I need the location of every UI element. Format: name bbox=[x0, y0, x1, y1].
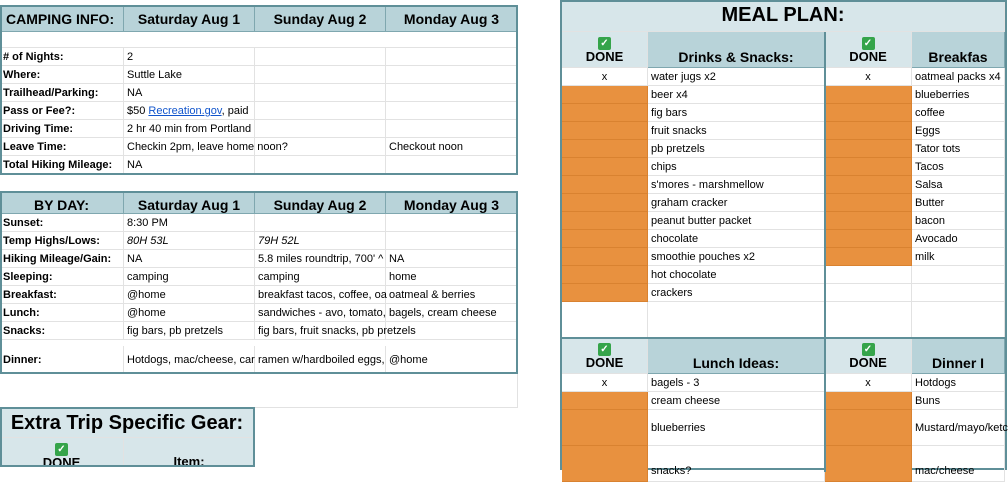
breakfast-item[interactable] bbox=[912, 284, 1005, 302]
camping-row-label[interactable]: Total Hiking Mileage: bbox=[0, 156, 124, 174]
by-day-sat-cell[interactable]: Hotdogs, mac/cheese, car bbox=[124, 346, 255, 374]
empty-cell[interactable] bbox=[562, 302, 648, 338]
by-day-row-label[interactable]: Sunset: bbox=[0, 214, 124, 232]
drinks-done-cell[interactable] bbox=[562, 104, 648, 122]
camping-sun-cell[interactable] bbox=[255, 120, 386, 138]
breakfast-item[interactable]: blueberries bbox=[912, 86, 1005, 104]
pass-fee-cell[interactable] bbox=[124, 102, 255, 120]
empty-row[interactable] bbox=[0, 32, 518, 48]
camping-day-header[interactable]: Monday Aug 3 bbox=[386, 6, 518, 32]
lunch-item[interactable]: cream cheese bbox=[648, 392, 825, 410]
dinner-item[interactable]: Buns bbox=[912, 392, 1005, 410]
by-day-sun-cell[interactable]: fig bars, fruit snacks, pb pretzels bbox=[255, 322, 386, 340]
breakfast-done-cell[interactable] bbox=[825, 140, 912, 158]
drinks-done-cell[interactable] bbox=[562, 212, 648, 230]
breakfast-done-cell[interactable] bbox=[825, 158, 912, 176]
lunch-item[interactable]: snacks? bbox=[648, 446, 825, 482]
by-day-sat-cell[interactable]: NA bbox=[124, 250, 255, 268]
breakfast-item[interactable]: Tator tots bbox=[912, 140, 1005, 158]
by-day-mon-cell[interactable]: home bbox=[386, 268, 518, 286]
done-header[interactable] bbox=[825, 32, 912, 68]
done-header[interactable] bbox=[562, 338, 648, 374]
by-day-day-header[interactable]: Saturday Aug 1 bbox=[124, 192, 255, 214]
by-day-sat-cell[interactable]: 80H 53L bbox=[124, 232, 255, 250]
checkmark-icon: ✓ bbox=[598, 37, 611, 50]
done-label: DONE bbox=[849, 355, 887, 370]
breakfast-item[interactable]: coffee bbox=[912, 104, 1005, 122]
camping-row-label[interactable]: Where: bbox=[0, 66, 124, 84]
drinks-item[interactable]: fruit snacks bbox=[648, 122, 825, 140]
camping-mon-cell[interactable]: Checkout noon bbox=[386, 138, 518, 156]
lunch-done-cell[interactable] bbox=[562, 392, 648, 410]
recreation-gov-link[interactable]: Recreation.gov bbox=[148, 105, 222, 117]
breakfast-done-cell[interactable] bbox=[825, 122, 912, 140]
checkmark-icon: ✓ bbox=[862, 37, 875, 50]
breakfast-item[interactable] bbox=[912, 266, 1005, 284]
camping-row-label[interactable]: Driving Time: bbox=[0, 120, 124, 138]
drinks-item[interactable]: chips bbox=[648, 158, 825, 176]
gear-item-header[interactable] bbox=[124, 438, 255, 469]
dinner-header[interactable]: Dinner I bbox=[912, 338, 1005, 374]
camping-info-header[interactable]: CAMPING INFO: bbox=[0, 6, 124, 32]
camping-mon-cell[interactable] bbox=[386, 66, 518, 84]
camping-mon-cell[interactable] bbox=[386, 48, 518, 66]
lunch-item[interactable]: bagels - 3 bbox=[648, 374, 825, 392]
drinks-done-cell[interactable] bbox=[562, 176, 648, 194]
breakfast-done-cell[interactable] bbox=[825, 266, 912, 284]
drinks-snacks-header[interactable]: Drinks & Snacks: bbox=[648, 32, 825, 68]
done-header[interactable] bbox=[562, 32, 648, 68]
camping-mon-cell[interactable] bbox=[386, 84, 518, 102]
drinks-done-cell[interactable] bbox=[562, 284, 648, 302]
camping-sun-cell[interactable] bbox=[255, 48, 386, 66]
camping-sat-cell[interactable]: Suttle Lake bbox=[124, 66, 255, 84]
breakfast-item[interactable]: oatmeal packs x4 bbox=[912, 68, 1005, 86]
dinner-done-cell[interactable] bbox=[825, 410, 912, 446]
camping-sat-cell[interactable]: 2 hr 40 min from Portland bbox=[124, 120, 255, 138]
breakfast-item[interactable]: Avocado bbox=[912, 230, 1005, 248]
by-day-mon-cell[interactable]: NA bbox=[386, 250, 518, 268]
by-day-sat-cell[interactable]: 8:30 PM bbox=[124, 214, 255, 232]
drinks-done-cell[interactable] bbox=[562, 230, 648, 248]
item-label: Item: bbox=[173, 454, 205, 469]
lunch-done-cell[interactable] bbox=[562, 446, 648, 482]
drinks-item[interactable]: chocolate bbox=[648, 230, 825, 248]
by-day-sat-cell[interactable]: camping bbox=[124, 268, 255, 286]
lunch-done-cell[interactable] bbox=[562, 410, 648, 446]
dinner-item[interactable]: mac/cheese bbox=[912, 446, 1005, 482]
checkmark-icon: ✓ bbox=[862, 343, 875, 356]
drinks-item[interactable]: s'mores - marshmellow bbox=[648, 176, 825, 194]
camping-sun-cell[interactable] bbox=[255, 84, 386, 102]
breakfast-done-cell[interactable] bbox=[825, 212, 912, 230]
done-label: DONE bbox=[849, 49, 887, 64]
dinner-done-cell[interactable] bbox=[825, 446, 912, 482]
drinks-done-cell[interactable] bbox=[562, 158, 648, 176]
fee-status: , paid bbox=[221, 105, 249, 117]
by-day-header[interactable]: BY DAY: bbox=[0, 192, 124, 214]
by-day-sun-cell[interactable]: 5.8 miles roundtrip, 700' ^ bbox=[255, 250, 386, 268]
by-day-row-label[interactable]: Sleeping: bbox=[0, 268, 124, 286]
drinks-done-cell[interactable] bbox=[562, 140, 648, 158]
dinner-item[interactable]: Hotdogs bbox=[912, 374, 1005, 392]
breakfast-done-cell[interactable] bbox=[825, 230, 912, 248]
drinks-done-cell[interactable]: x bbox=[562, 68, 648, 86]
camping-sun-cell[interactable] bbox=[255, 138, 386, 156]
by-day-mon-cell[interactable]: @home bbox=[386, 346, 518, 374]
fee-amount: $50 bbox=[127, 105, 149, 117]
by-day-sun-cell[interactable] bbox=[255, 214, 386, 232]
drinks-item[interactable]: peanut butter packet bbox=[648, 212, 825, 230]
camping-row-label[interactable]: # of Nights: bbox=[0, 48, 124, 66]
breakfast-item[interactable]: Butter bbox=[912, 194, 1005, 212]
camping-sun-cell[interactable] bbox=[255, 102, 386, 120]
done-header[interactable] bbox=[825, 338, 912, 374]
camping-mon-cell[interactable] bbox=[386, 120, 518, 138]
breakfast-done-cell[interactable] bbox=[825, 104, 912, 122]
drinks-done-cell[interactable] bbox=[562, 122, 648, 140]
camping-row-label[interactable]: Pass or Fee?: bbox=[0, 102, 124, 120]
by-day-mon-cell[interactable] bbox=[386, 214, 518, 232]
drinks-item[interactable]: graham cracker bbox=[648, 194, 825, 212]
drinks-done-cell[interactable] bbox=[562, 194, 648, 212]
by-day-row-label[interactable]: Lunch: bbox=[0, 304, 124, 322]
extra-gear-title[interactable]: Extra Trip Specific Gear: bbox=[0, 408, 255, 438]
camping-day-header[interactable]: Sunday Aug 2 bbox=[255, 6, 386, 32]
by-day-sun-cell[interactable]: camping bbox=[255, 268, 386, 286]
empty-cell[interactable] bbox=[648, 302, 825, 338]
meal-section-divider bbox=[562, 337, 1005, 339]
checkmark-icon: ✓ bbox=[598, 343, 611, 356]
by-day-sat-cell[interactable]: @home bbox=[124, 286, 255, 304]
done-label: DONE bbox=[585, 49, 624, 64]
breakfast-item[interactable]: Salsa bbox=[912, 176, 1005, 194]
dinner-done-cell[interactable]: x bbox=[825, 374, 912, 392]
drinks-item[interactable]: water jugs x2 bbox=[648, 68, 825, 86]
drinks-done-cell[interactable] bbox=[562, 86, 648, 104]
empty-cell[interactable] bbox=[825, 302, 912, 338]
camping-mon-cell[interactable] bbox=[386, 156, 518, 174]
drinks-done-cell[interactable] bbox=[562, 266, 648, 284]
camping-row-label[interactable]: Trailhead/Parking: bbox=[0, 84, 124, 102]
meal-plan-title[interactable]: MEAL PLAN: bbox=[562, 0, 1005, 32]
camping-sat-cell[interactable]: 2 bbox=[124, 48, 255, 66]
by-day-sun-cell[interactable]: 79H 52L bbox=[255, 232, 386, 250]
drinks-item[interactable]: crackers bbox=[648, 284, 825, 302]
by-day-mon-cell[interactable]: oatmeal & berries bbox=[386, 286, 518, 304]
camping-sat-cell[interactable]: NA bbox=[124, 84, 255, 102]
camping-sun-cell[interactable] bbox=[255, 156, 386, 174]
camping-mon-cell[interactable] bbox=[386, 102, 518, 120]
by-day-sat-cell[interactable]: fig bars, pb pretzels bbox=[124, 322, 255, 340]
lunch-item[interactable]: blueberries bbox=[648, 410, 825, 446]
empty-cell[interactable] bbox=[912, 302, 1005, 338]
drinks-item[interactable]: fig bars bbox=[648, 104, 825, 122]
by-day-sun-cell[interactable]: breakfast tacos, coffee, oa bbox=[255, 286, 386, 304]
camping-sat-cell[interactable]: Checkin 2pm, leave home noon? bbox=[124, 138, 255, 156]
lunch-done-cell[interactable]: x bbox=[562, 374, 648, 392]
breakfast-item[interactable]: Tacos bbox=[912, 158, 1005, 176]
breakfast-item[interactable]: bacon bbox=[912, 212, 1005, 230]
drinks-item[interactable]: beer x4 bbox=[648, 86, 825, 104]
by-day-row-label[interactable]: Temp Highs/Lows: bbox=[0, 232, 124, 250]
checkmark-icon: ✓ bbox=[55, 443, 68, 456]
camping-sat-cell[interactable]: NA bbox=[124, 156, 255, 174]
drinks-item[interactable]: hot chocolate bbox=[648, 266, 825, 284]
by-day-row-label[interactable]: Breakfast: bbox=[0, 286, 124, 304]
by-day-sun-cell[interactable]: sandwiches - avo, tomato, bbox=[255, 304, 386, 322]
breakfast-done-cell[interactable] bbox=[825, 194, 912, 212]
dinner-item[interactable]: Mustard/mayo/ketc bbox=[912, 410, 1005, 446]
gear-done-header[interactable] bbox=[0, 438, 124, 470]
camping-sun-cell[interactable] bbox=[255, 66, 386, 84]
camping-day-header[interactable]: Saturday Aug 1 bbox=[124, 6, 255, 32]
by-day-day-header[interactable]: Monday Aug 3 bbox=[386, 192, 518, 214]
breakfast-header[interactable]: Breakfas bbox=[912, 32, 1005, 68]
dinner-done-cell[interactable] bbox=[825, 392, 912, 410]
by-day-sun-cell[interactable]: ramen w/hardboiled eggs, bbox=[255, 346, 386, 374]
by-day-day-header[interactable]: Sunday Aug 2 bbox=[255, 192, 386, 214]
empty-row[interactable] bbox=[0, 374, 518, 408]
by-day-row-label[interactable]: Dinner: bbox=[0, 346, 124, 374]
by-day-mon-cell[interactable]: bagels, cream cheese bbox=[386, 304, 518, 322]
done-label: DONE bbox=[585, 355, 624, 370]
drinks-item[interactable]: pb pretzels bbox=[648, 140, 825, 158]
by-day-mon-cell[interactable] bbox=[386, 232, 518, 250]
breakfast-done-cell[interactable] bbox=[825, 176, 912, 194]
breakfast-done-cell[interactable] bbox=[825, 248, 912, 266]
breakfast-item[interactable]: milk bbox=[912, 248, 1005, 266]
breakfast-done-cell[interactable] bbox=[825, 86, 912, 104]
drinks-item[interactable]: smoothie pouches x2 bbox=[648, 248, 825, 266]
camping-row-label[interactable]: Leave Time: bbox=[0, 138, 124, 156]
breakfast-item[interactable]: Eggs bbox=[912, 122, 1005, 140]
lunch-ideas-header[interactable]: Lunch Ideas: bbox=[648, 338, 825, 374]
meal-block-divider bbox=[824, 32, 826, 472]
by-day-row-label[interactable]: Hiking Mileage/Gain: bbox=[0, 250, 124, 268]
by-day-row-label[interactable]: Snacks: bbox=[0, 322, 124, 340]
drinks-done-cell[interactable] bbox=[562, 248, 648, 266]
done-label: DONE bbox=[42, 455, 81, 470]
breakfast-done-cell[interactable] bbox=[825, 284, 912, 302]
by-day-sat-cell[interactable]: @home bbox=[124, 304, 255, 322]
breakfast-done-cell[interactable]: x bbox=[825, 68, 912, 86]
